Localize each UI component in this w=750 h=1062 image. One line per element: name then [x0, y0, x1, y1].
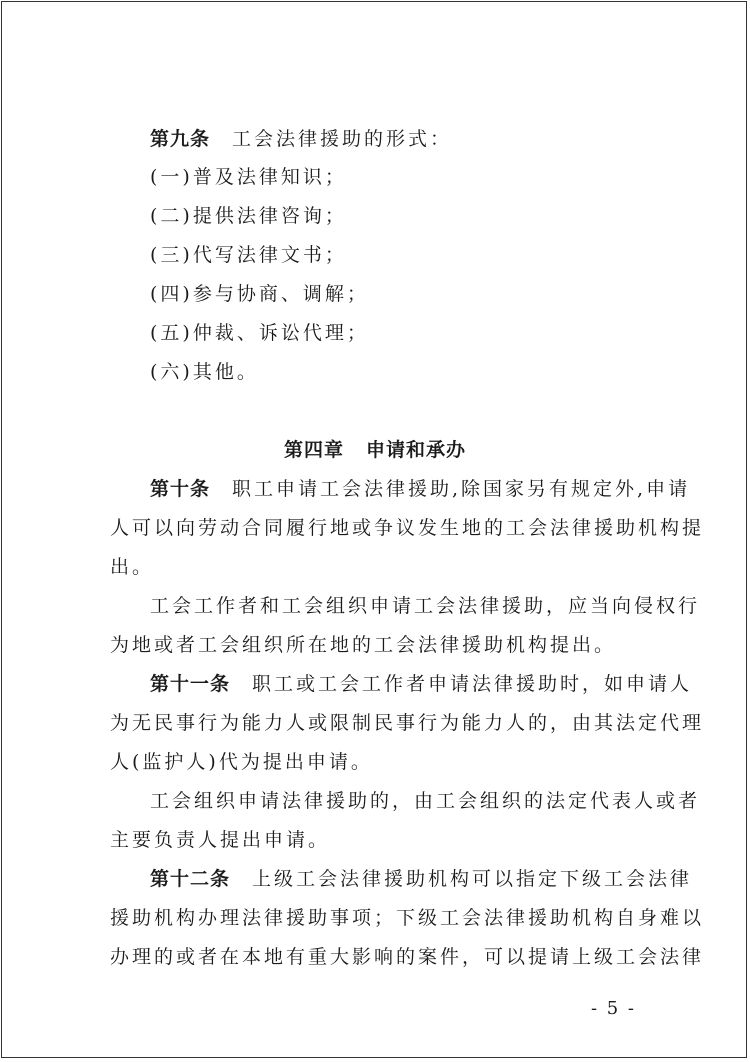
article-11-line: 人(监护人)代为提出申请。 — [110, 751, 373, 773]
chapter-heading — [2, 435, 748, 462]
article-9-heading — [150, 124, 750, 151]
list-item: (二)提供法律咨询； — [150, 205, 347, 227]
article-11-line — [150, 669, 750, 696]
list-item: (六)其他。 — [150, 361, 259, 383]
article-text: 工会法律援助的形式： — [232, 128, 453, 150]
list-item: (四)参与协商、调解； — [150, 283, 369, 305]
list-item: (一)普及法律知识； — [150, 166, 347, 188]
article-label: 第十一条 — [150, 673, 231, 695]
article-11-para2-line: 工会组织申请法律援助的，由工会组织的法定代表人或者 — [150, 790, 701, 812]
chapter-number: 第四章 — [283, 439, 344, 461]
article-10-para2-line: 工会工作者和工会组织申请工会法律援助，应当向侵权行 — [150, 595, 701, 617]
article-label: 第九条 — [150, 128, 211, 150]
article-text: 职工申请工会法律援助,除国家另有规定外,申请 — [232, 478, 691, 500]
article-text: 职工或工会工作者申请法律援助时，如申请人 — [252, 673, 693, 695]
article-11-para2-line: 主要负责人提出申请。 — [110, 829, 331, 851]
article-10-line: 人可以向劳动合同履行地或争议发生地的工会法律援助机构提 — [110, 517, 705, 539]
article-12-line: 办理的或者在本地有重大影响的案件，可以提请上级工会法律 — [110, 946, 705, 968]
chapter-title: 申请和承办 — [366, 439, 467, 461]
page-number: - 5 - — [590, 998, 636, 1019]
article-label: 第十条 — [150, 478, 211, 500]
article-label: 第十二条 — [150, 868, 231, 890]
article-11-line: 为无民事行为能力人或限制民事行为能力人的，由其法定代理 — [110, 712, 705, 734]
list-item: (五)仲裁、诉讼代理； — [150, 322, 369, 344]
article-10-line — [150, 474, 750, 501]
article-10-line: 出。 — [110, 556, 155, 578]
article-12-line: 援助机构办理法律援助事项；下级工会法律援助机构自身难以 — [110, 907, 705, 929]
article-10-para2-line: 为地或者工会组织所在地的工会法律援助机构提出。 — [110, 634, 617, 656]
article-12-line — [150, 864, 750, 891]
article-text: 上级工会法律援助机构可以指定下级工会法律 — [252, 868, 693, 890]
list-item: (三)代写法律文书； — [150, 244, 347, 266]
document-page — [1, 1, 747, 1058]
